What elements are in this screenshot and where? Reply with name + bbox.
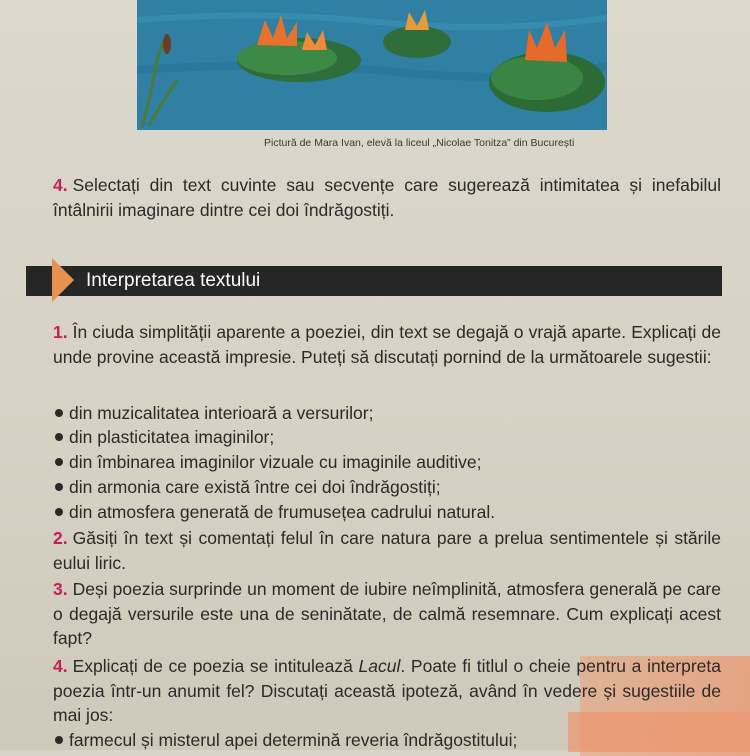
list-item (55, 475, 441, 499)
question-1 (53, 320, 721, 369)
question-4 (53, 654, 721, 728)
question-number: 4. (53, 656, 68, 676)
list-item (55, 425, 274, 449)
bullet-icon (55, 458, 63, 466)
question-number: 4. (53, 175, 68, 195)
list-item (55, 450, 481, 474)
question-text: . Poate fi titlul o cheie pentru a interpreta poezia într-un anumit fel? Discutați această ipoteză, având în vedere și sugestiile de mai jos: (53, 656, 721, 726)
section-title: Interpretarea textului (86, 270, 261, 291)
question-number: 3. (53, 579, 68, 599)
bullet-icon (55, 508, 63, 516)
painting-water-lilies (137, 0, 607, 130)
question-text: Selectați din text cuvinte sau secvențe care sugerează intimitatea și inefabilul întâlnirii imaginare dintre cei doi îndrăgostiți. (53, 175, 721, 220)
list-item-text: din plasticitatea imaginilor; (69, 427, 275, 447)
bullet-icon (55, 483, 63, 491)
list-item (55, 401, 373, 425)
bullet-icon (55, 433, 63, 441)
list-item (55, 500, 495, 524)
bullet-icon (55, 409, 63, 417)
list-item-text: farmecul și misterul apei determină reveria îndrăgostitului; (69, 730, 518, 750)
question-text: Explicați de ce poezia se intitulează (72, 656, 359, 676)
question-4-top (53, 173, 721, 222)
list-item-text: din atmosfera generată de frumusețea cadrului natural. (69, 502, 496, 522)
list-item-text: din armonia care există între cei doi îndrăgostiți; (69, 477, 441, 497)
question-text: În ciuda simplității aparente a poeziei, din text se degajă o vrajă aparte. Explicați de unde provine această impresie. Puteți să discutați pornind de la următoarele sugestii: (53, 322, 721, 367)
list-item (55, 728, 517, 752)
question-2 (53, 526, 721, 575)
question-number: 1. (53, 322, 68, 342)
list-item-text: din muzicalitatea interioară a versurilor; (69, 403, 374, 423)
question-text: Deși poezia surprinde un moment de iubire neîmplinită, atmosfera generală pe care o degajă versurile este una de seninătate, de calmă resemnare. Cum explicați acest fapt? (53, 579, 721, 649)
banner-arrow-icon (52, 258, 74, 302)
list-item-text: din îmbinarea imaginilor vizuale cu imaginile auditive; (69, 452, 482, 472)
question-3 (53, 577, 721, 651)
painting-caption: Pictură de Mara Ivan, elevă la liceul „Nicolae Tonitza” din București (264, 137, 575, 149)
bullet-icon (55, 736, 63, 744)
poem-title: Lacul (358, 656, 401, 676)
question-number: 2. (53, 528, 68, 548)
question-text: Găsiți în text și comentați felul în care natura pare a prelua sentimentele și stările eului liric. (53, 528, 721, 573)
